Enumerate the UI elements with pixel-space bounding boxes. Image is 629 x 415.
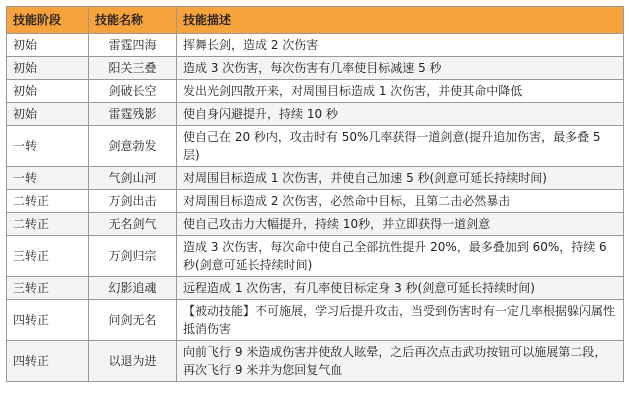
skill-stage-cell: 初始 xyxy=(7,80,89,103)
skill-stage-cell: 四转正 xyxy=(7,341,89,382)
skill-description-cell: 【被动技能】不可施展，学习后提升攻击，当受到伤害时有一定几率根据躲闪属性抵消伤害 xyxy=(177,300,624,341)
skill-name-cell: 雷霆残影 xyxy=(89,103,177,126)
skill-name-cell: 无名剑气 xyxy=(89,213,177,236)
skill-description-cell: 发出光剑四散开来，对周围目标造成 1 次伤害，并使其命中降低 xyxy=(177,80,624,103)
skill-description-cell: 对周围目标造成 2 次伤害，必然命中目标，且第二击必然暴击 xyxy=(177,190,624,213)
skill-stage-cell: 四转正 xyxy=(7,300,89,341)
skills-table-container xyxy=(6,6,623,382)
header-row xyxy=(7,7,624,34)
table-body xyxy=(7,34,624,382)
skill-description-cell: 向前飞行 9 米造成伤害并使敌人眩晕，之后再次点击武功按钮可以施展第二段，再次飞行 9 米并为您回复气血 xyxy=(177,341,624,382)
skill-stage-cell: 三转正 xyxy=(7,277,89,300)
skill-description-cell: 造成 3 次伤害，每次伤害有几率使目标减速 5 秒 xyxy=(177,57,624,80)
table-row xyxy=(7,236,624,277)
skill-description-cell: 造成 3 次伤害，每次命中使自己全部抗性提升 20%，最多叠加到 60%，持续 6 秒(剑意可延长持续时间) xyxy=(177,236,624,277)
skill-name-cell: 阳关三叠 xyxy=(89,57,177,80)
table-row xyxy=(7,190,624,213)
skill-name-cell: 万剑归宗 xyxy=(89,236,177,277)
skill-description-cell: 挥舞长剑，造成 2 次伤害 xyxy=(177,34,624,57)
skill-name-cell: 以退为进 xyxy=(89,341,177,382)
skill-name-cell: 剑破长空 xyxy=(89,80,177,103)
skills-table xyxy=(6,6,624,382)
skill-name-cell: 剑意勃发 xyxy=(89,126,177,167)
table-row xyxy=(7,341,624,382)
skill-description-cell: 使自身闪避提升，持续 10 秒 xyxy=(177,103,624,126)
table-row xyxy=(7,34,624,57)
skill-stage-cell: 初始 xyxy=(7,57,89,80)
table-row xyxy=(7,213,624,236)
skill-stage-cell: 三转正 xyxy=(7,236,89,277)
skill-name-cell: 万剑出击 xyxy=(89,190,177,213)
skill-description-cell: 使自己攻击力大幅提升，持续 10秒，并立即获得一道剑意 xyxy=(177,213,624,236)
table-row xyxy=(7,300,624,341)
table-row xyxy=(7,277,624,300)
skill-stage-cell: 初始 xyxy=(7,34,89,57)
skill-description-cell: 远程造成 1 次伤害，有几率使目标定身 3 秒(剑意可延长持续时间) xyxy=(177,277,624,300)
skill-description-cell: 使自己在 20 秒内，攻击时有 50%几率获得一道剑意(提升追加伤害，最多叠 5 层) xyxy=(177,126,624,167)
skill-stage-cell: 二转正 xyxy=(7,213,89,236)
skill-stage-cell: 一转 xyxy=(7,126,89,167)
table-row xyxy=(7,167,624,190)
skill-name-cell: 幻影追魂 xyxy=(89,277,177,300)
skill-description-cell: 对周围目标造成 1 次伤害，并使自己加速 5 秒(剑意可延长持续时间) xyxy=(177,167,624,190)
table-row xyxy=(7,103,624,126)
header-skill-description: 技能描述 xyxy=(177,7,624,34)
table-row xyxy=(7,57,624,80)
skill-name-cell: 气剑山河 xyxy=(89,167,177,190)
skill-stage-cell: 二转正 xyxy=(7,190,89,213)
table-row xyxy=(7,126,624,167)
skill-stage-cell: 初始 xyxy=(7,103,89,126)
skill-stage-cell: 一转 xyxy=(7,167,89,190)
table-header xyxy=(7,7,624,34)
header-skill-name: 技能名称 xyxy=(89,7,177,34)
skill-name-cell: 雷霆四海 xyxy=(89,34,177,57)
table-row xyxy=(7,80,624,103)
header-skill-stage: 技能阶段 xyxy=(7,7,89,34)
skill-name-cell: 问剑无名 xyxy=(89,300,177,341)
